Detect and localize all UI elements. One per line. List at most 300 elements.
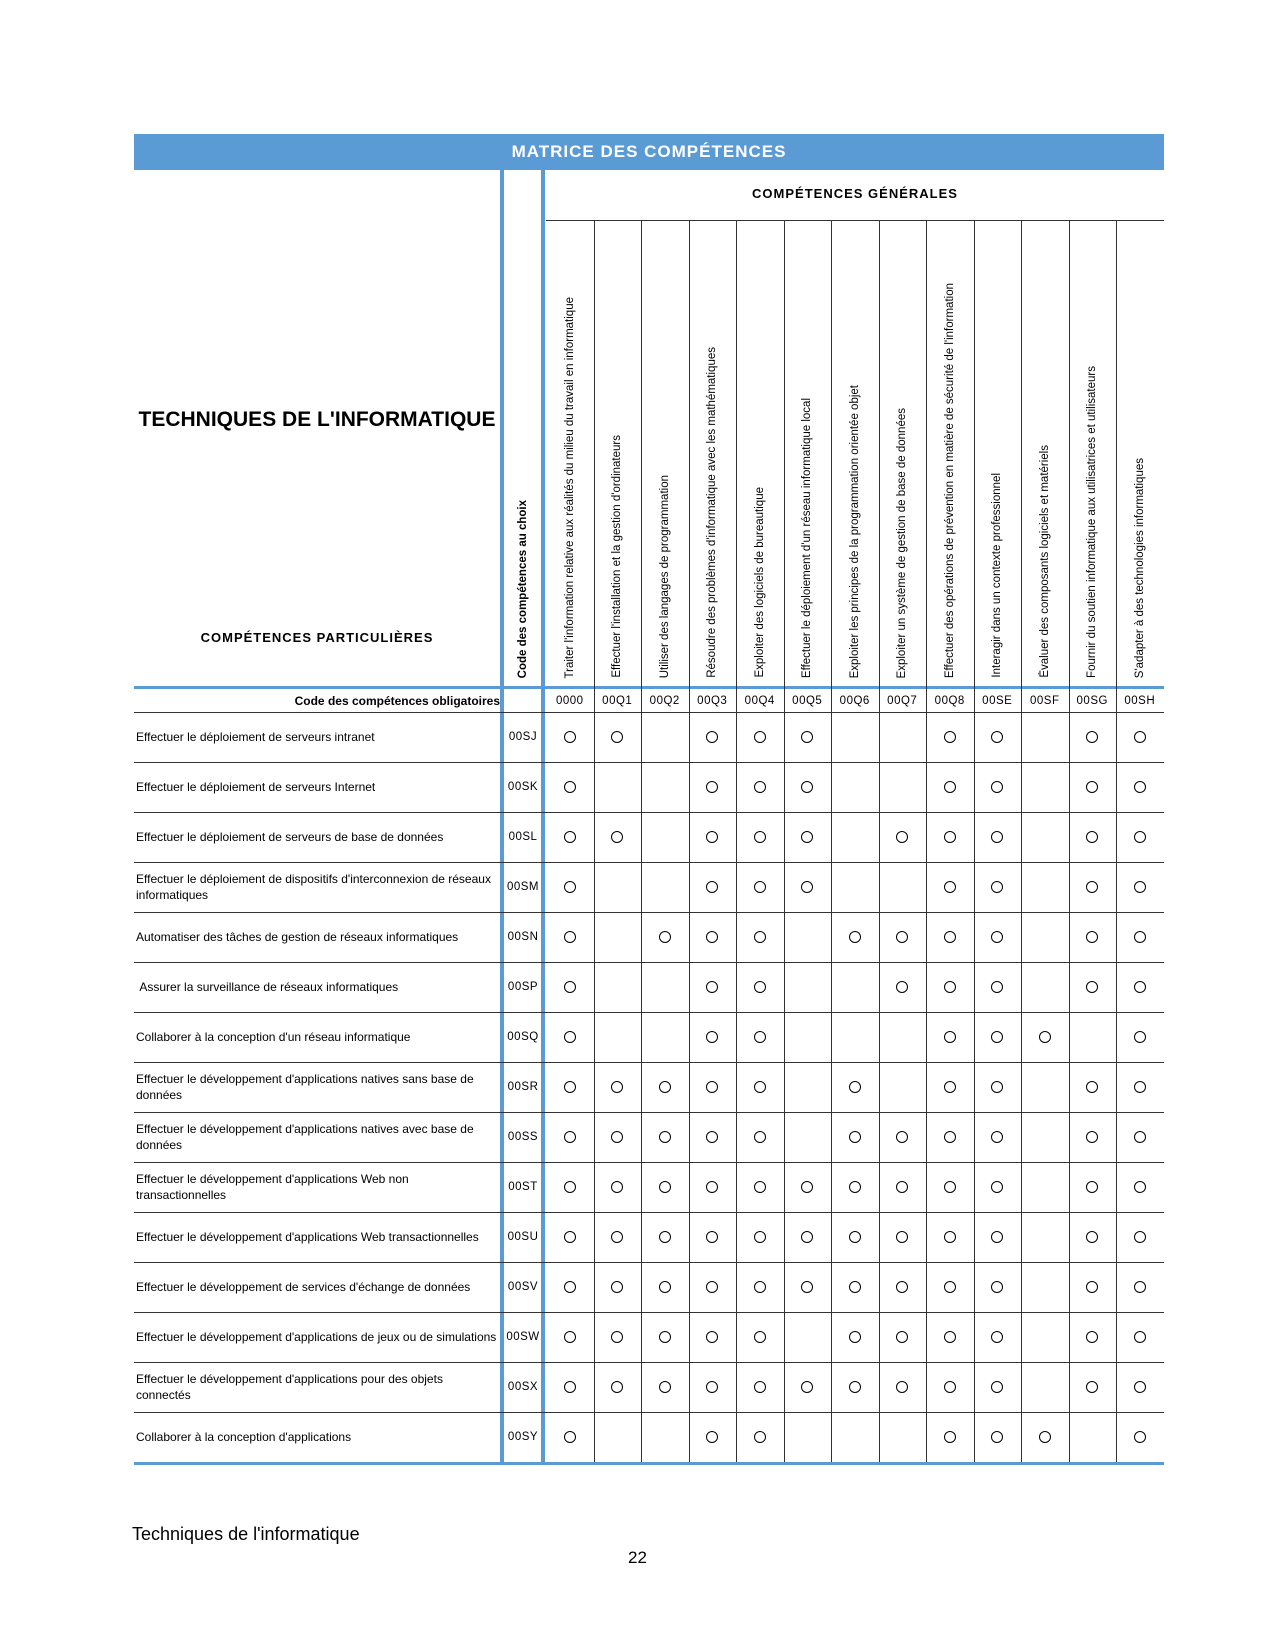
circle-icon [754,1431,766,1443]
circle-icon [754,1081,766,1093]
circle-icon [801,1231,813,1243]
competency-link-mark [1069,712,1117,762]
circle-icon [611,1281,623,1293]
general-competency-code: 00Q6 [839,695,870,707]
particular-competency-label: Effectuer le développement d'applications natives avec base de données [136,1122,477,1152]
circle-icon [611,1181,623,1193]
competency-link-mark [1116,1212,1164,1262]
circle-icon [564,1331,576,1343]
circle-icon [611,1131,623,1143]
circle-icon [849,1131,861,1143]
circle-icon [1086,1381,1098,1393]
competency-link-mark [689,1012,737,1062]
circle-icon [564,831,576,843]
circle-icon [849,1381,861,1393]
competency-link-mark [736,812,784,862]
competency-link-mark [546,762,594,812]
competency-link-mark [926,1362,974,1412]
competency-link-mark [594,1062,642,1112]
competency-link-mark [736,1012,784,1062]
competency-link-mark [926,712,974,762]
competency-link-mark [974,712,1022,762]
competency-link-mark [1069,762,1117,812]
circle-icon [991,731,1003,743]
competency-link-mark [926,912,974,962]
competency-link-mark [641,1262,689,1312]
particular-competency-label: Effectuer le déploiement de serveurs intranet [136,730,375,744]
competency-link-mark [1116,862,1164,912]
competency-link-mark [974,912,1022,962]
circle-icon [706,1131,718,1143]
circle-icon [991,1331,1003,1343]
general-competency-label: Utiliser des langages de programmation [658,474,671,678]
circle-icon [611,1331,623,1343]
circle-icon [611,1231,623,1243]
circle-icon [991,1081,1003,1093]
circle-icon [801,831,813,843]
competency-link-mark [641,1112,689,1162]
circle-icon [659,931,671,943]
circle-icon [991,931,1003,943]
particular-competency-code: 00SU [507,1231,539,1243]
circle-icon [564,1031,576,1043]
competency-link-mark [926,1262,974,1312]
circle-icon [1134,1231,1146,1243]
circle-icon [1086,881,1098,893]
competency-link-mark [974,812,1022,862]
circle-icon [1134,731,1146,743]
competency-link-mark [641,1062,689,1112]
competency-link-mark [1069,1062,1117,1112]
competency-link-mark [594,1262,642,1312]
competency-link-mark [784,1162,832,1212]
competency-link-mark [594,1312,642,1362]
competency-link-mark [736,1112,784,1162]
competency-link-mark [1069,1212,1117,1262]
circle-icon [659,1181,671,1193]
circle-icon [849,931,861,943]
competency-link-mark [831,1262,879,1312]
competency-link-mark [546,1112,594,1162]
circle-icon [1086,781,1098,793]
competency-link-mark [926,1162,974,1212]
particular-competencies-heading: COMPÉTENCES PARTICULIÈRES [200,630,434,645]
circle-icon [944,1281,956,1293]
competency-link-mark [974,762,1022,812]
circle-icon [1086,931,1098,943]
competency-link-mark [1069,1262,1117,1312]
circle-icon [706,831,718,843]
competency-link-mark [689,812,737,862]
circle-icon [991,781,1003,793]
circle-icon [896,981,908,993]
particular-competency-label: Effectuer le développement d'applications de jeux ou de simulations [136,1330,497,1344]
circle-icon [944,1031,956,1043]
general-competency-label: Évaluer des composants logiciels et matériels [1038,445,1051,678]
circle-icon [991,1131,1003,1143]
mandatory-code-row-heading: Code des compétences obligatoires [294,694,500,708]
competency-link-mark [1116,812,1164,862]
competency-link-mark [879,912,927,962]
circle-icon [564,781,576,793]
competency-link-mark [689,1262,737,1312]
circle-icon [564,981,576,993]
circle-icon [1134,1431,1146,1443]
circle-icon [1134,981,1146,993]
general-competency-code: 00SG [1076,695,1108,707]
competency-link-mark [546,1312,594,1362]
circle-icon [706,981,718,993]
competency-link-mark [831,1362,879,1412]
competency-link-mark [831,1062,879,1112]
circle-icon [659,1281,671,1293]
circle-icon [659,1231,671,1243]
competency-link-mark [831,912,879,962]
general-competency-label: Exploiter un système de gestion de base de données [896,407,909,678]
competency-link-mark [641,912,689,962]
circle-icon [706,881,718,893]
circle-icon [1086,1181,1098,1193]
competency-link-mark [641,1162,689,1212]
competency-link-mark [879,1262,927,1312]
general-competency-code: 00SE [982,695,1013,707]
circle-icon [991,1381,1003,1393]
particular-competency-label: Effectuer le déploiement de dispositifs d'interconnexion de réseaux informatiques [136,872,495,902]
circle-icon [944,981,956,993]
competency-link-mark [736,762,784,812]
circle-icon [801,881,813,893]
competency-link-mark [1116,1312,1164,1362]
competency-link-mark [689,1162,737,1212]
circle-icon [849,1331,861,1343]
competency-link-mark [784,712,832,762]
circle-icon [1134,831,1146,843]
competency-link-mark [689,712,737,762]
competency-link-mark [879,1362,927,1412]
circle-icon [1086,1231,1098,1243]
competency-link-mark [926,1312,974,1362]
competency-link-mark [1069,1162,1117,1212]
general-competency-label: Résoudre des problèmes d'informatique avec les mathématiques [706,347,719,678]
circle-icon [1039,1431,1051,1443]
competency-link-mark [689,1362,737,1412]
circle-icon [564,931,576,943]
general-competency-label: Exploiter des logiciels de bureautique [753,487,766,678]
competency-link-mark [926,762,974,812]
competency-link-mark [736,1162,784,1212]
circle-icon [754,1181,766,1193]
circle-icon [754,1031,766,1043]
competency-link-mark [926,812,974,862]
competency-link-mark [974,1062,1022,1112]
circle-icon [849,1281,861,1293]
competency-link-mark [1021,1412,1069,1462]
competency-link-mark [736,1262,784,1312]
circle-icon [944,931,956,943]
particular-competency-code: 00SW [506,1331,540,1343]
particular-competency-code: 00SV [507,1281,539,1293]
competency-link-mark [736,1062,784,1112]
competency-link-mark [879,812,927,862]
competency-link-mark [1116,962,1164,1012]
competency-link-mark [1116,762,1164,812]
particular-competency-code: 00SS [507,1131,539,1143]
circle-icon [706,1181,718,1193]
competency-link-mark [689,962,737,1012]
circle-icon [659,1081,671,1093]
competency-link-mark [926,1012,974,1062]
optional-code-column-heading: Code des compétences au choix [517,499,529,678]
circle-icon [706,1331,718,1343]
competency-link-mark [1116,1262,1164,1312]
circle-icon [944,731,956,743]
circle-icon [611,1381,623,1393]
competency-link-mark [879,1112,927,1162]
competency-link-mark [1069,812,1117,862]
competency-link-mark [689,1312,737,1362]
general-competency-code: 0000 [555,695,584,707]
general-competency-code: 00Q1 [602,695,633,707]
particular-competency-label: Collaborer à la conception d'un réseau informatique [136,1030,411,1044]
circle-icon [849,1231,861,1243]
competency-link-mark [546,1012,594,1062]
particular-competency-code: 00SN [507,931,539,943]
competency-link-mark [546,712,594,762]
circle-icon [754,931,766,943]
circle-icon [896,1231,908,1243]
circle-icon [611,1081,623,1093]
circle-icon [1134,1281,1146,1293]
circle-icon [896,1131,908,1143]
circle-icon [564,1231,576,1243]
competency-link-mark [736,1412,784,1462]
circle-icon [754,781,766,793]
competency-link-mark [736,1362,784,1412]
circle-icon [611,831,623,843]
general-competency-label: Exploiter les principes de la programmation orientée objet [848,384,861,678]
competency-link-mark [594,812,642,862]
circle-icon [944,781,956,793]
competency-link-mark [831,1212,879,1262]
circle-icon [611,731,623,743]
competency-link-mark [1069,1112,1117,1162]
general-competency-code: 00SH [1124,695,1156,707]
circle-icon [754,1281,766,1293]
particular-competency-code: 00SX [507,1381,539,1393]
circle-icon [706,931,718,943]
competency-link-mark [879,962,927,1012]
competency-link-mark [689,762,737,812]
circle-icon [944,1381,956,1393]
circle-icon [564,1081,576,1093]
general-competency-code: 00Q3 [697,695,728,707]
circle-icon [1134,1331,1146,1343]
circle-icon [564,881,576,893]
competency-link-mark [641,1212,689,1262]
circle-icon [944,1431,956,1443]
circle-icon [944,831,956,843]
competency-link-mark [546,1262,594,1312]
circle-icon [1086,831,1098,843]
competency-link-mark [784,1212,832,1262]
circle-icon [849,1081,861,1093]
competency-link-mark [784,812,832,862]
circle-icon [991,1181,1003,1193]
circle-icon [754,1331,766,1343]
circle-icon [991,1281,1003,1293]
circle-icon [944,1231,956,1243]
competency-link-mark [546,1162,594,1212]
particular-competency-code: 00SQ [507,1031,539,1043]
grid-line [134,1462,1164,1465]
circle-icon [1086,1331,1098,1343]
circle-icon [1086,1281,1098,1293]
page-number: 22 [628,1548,647,1567]
circle-icon [706,1381,718,1393]
circle-icon [896,831,908,843]
circle-icon [659,1131,671,1143]
circle-icon [754,981,766,993]
competency-link-mark [974,1162,1022,1212]
circle-icon [706,1431,718,1443]
competency-link-mark [1116,1112,1164,1162]
circle-icon [801,1281,813,1293]
particular-competency-label: Effectuer le développement d'applications pour des objets connectés [136,1372,447,1402]
circle-icon [944,1181,956,1193]
circle-icon [564,1131,576,1143]
competency-link-mark [1021,1012,1069,1062]
particular-competency-label: Effectuer le développement d'applications Web non transactionnelles [136,1172,413,1202]
competency-link-mark [926,962,974,1012]
circle-icon [706,1081,718,1093]
competency-link-mark [689,1062,737,1112]
competency-link-mark [974,1012,1022,1062]
competency-link-mark [974,1112,1022,1162]
competency-link-mark [879,1212,927,1262]
general-competency-label: S'adapter à des technologies informatiques [1133,457,1146,678]
particular-competency-label: Effectuer le déploiement de serveurs Internet [136,780,376,794]
competency-link-mark [974,1412,1022,1462]
particular-competency-label: Collaborer à la conception d'applications [136,1430,352,1444]
circle-icon [754,731,766,743]
competency-link-mark [546,1062,594,1112]
circle-icon [944,1081,956,1093]
competency-link-mark [926,1112,974,1162]
circle-icon [991,1031,1003,1043]
circle-icon [896,931,908,943]
competency-link-mark [879,1162,927,1212]
circle-icon [896,1331,908,1343]
circle-icon [1134,781,1146,793]
particular-competency-code: 00SL [508,831,538,843]
competency-link-mark [594,1362,642,1412]
competency-link-mark [974,862,1022,912]
circle-icon [991,881,1003,893]
circle-icon [1134,1131,1146,1143]
matrix-banner: MATRICE DES COMPÉTENCES [134,134,1164,170]
general-competency-label: Traiter l'information relative aux réalités du milieu du travail en informatique [563,296,576,678]
program-title: TECHNIQUES DE L'INFORMATIQUE [138,408,496,431]
competency-link-mark [689,1112,737,1162]
particular-competency-code: 00SP [507,981,539,993]
competency-link-mark [689,862,737,912]
circle-icon [1086,1131,1098,1143]
circle-icon [706,1281,718,1293]
competency-link-mark [831,1112,879,1162]
competency-link-mark [879,1312,927,1362]
competency-link-mark [546,1412,594,1462]
competency-link-mark [1116,1412,1164,1462]
competency-link-mark [784,762,832,812]
competency-link-mark [641,1362,689,1412]
circle-icon [564,1381,576,1393]
competency-link-mark [1069,962,1117,1012]
competency-link-mark [784,1362,832,1412]
competency-link-mark [546,1362,594,1412]
particular-competency-code: 00SJ [508,731,538,743]
competency-link-mark [1116,1012,1164,1062]
particular-competency-code: 00SY [507,1431,539,1443]
circle-icon [706,781,718,793]
competency-link-mark [784,862,832,912]
footer-title: Techniques de l'informatique [132,1524,360,1544]
competency-link-mark [594,1162,642,1212]
competency-link-mark [1116,1362,1164,1412]
circle-icon [991,1231,1003,1243]
circle-icon [1134,931,1146,943]
circle-icon [564,1181,576,1193]
particular-competency-label: Effectuer le développement d'applications Web transactionnelles [136,1230,479,1244]
competency-link-mark [594,712,642,762]
competency-link-mark [546,912,594,962]
competency-link-mark [641,1312,689,1362]
competency-link-mark [974,1362,1022,1412]
circle-icon [1086,731,1098,743]
competency-link-mark [594,1112,642,1162]
circle-icon [706,731,718,743]
circle-icon [754,1231,766,1243]
general-competency-label: Effectuer l'installation et la gestion d'ordinateurs [611,435,624,678]
particular-competency-code: 00SM [506,881,540,893]
competency-link-mark [546,962,594,1012]
circle-icon [1134,1031,1146,1043]
general-competency-code: 00Q2 [649,695,680,707]
competency-link-mark [1069,912,1117,962]
circle-icon [1086,981,1098,993]
general-competency-code: 00Q5 [792,695,823,707]
competency-link-mark [594,1212,642,1262]
circle-icon [564,1281,576,1293]
general-competency-label: Interagir dans un contexte professionnel [991,473,1004,678]
particular-competency-label: Effectuer le développement d'applications natives sans base de données [136,1072,477,1102]
competency-link-mark [736,1312,784,1362]
competency-link-mark [1116,912,1164,962]
circle-icon [801,731,813,743]
general-competency-code: 00SF [1030,695,1060,707]
circle-icon [801,1181,813,1193]
competency-link-mark [689,1412,737,1462]
competency-link-mark [926,862,974,912]
circle-icon [754,831,766,843]
circle-icon [1134,881,1146,893]
circle-icon [1134,1181,1146,1193]
competency-link-mark [974,1262,1022,1312]
circle-icon [659,1331,671,1343]
circle-icon [1086,1081,1098,1093]
general-competency-code: 00Q4 [744,695,775,707]
general-competency-label: Effectuer des opérations de prévention en matière de sécurité de l'information [943,282,956,678]
circle-icon [991,831,1003,843]
